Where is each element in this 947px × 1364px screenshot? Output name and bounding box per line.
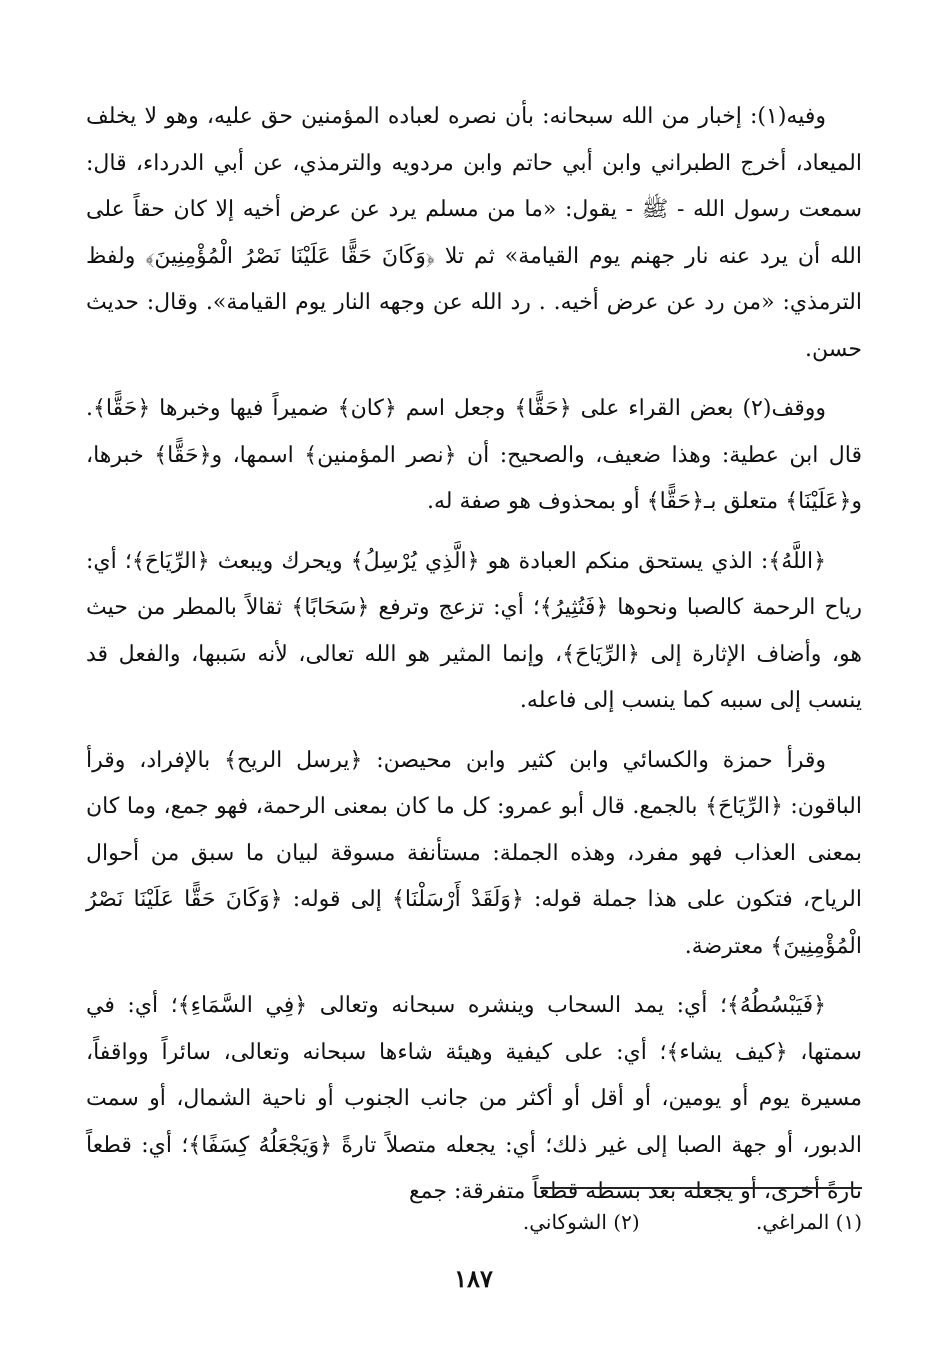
paragraph: ﴿اللَّهُ﴾: الذي يستحق منكم العبادة هو ﴿الَّذِي يُرْسِلُ﴾ ويحرك ويبعث ﴿الرِّيَاحَ﴾؛ أي: رياح الرحمة كالصبا ونحوها ﴿فَتُثِيرُ﴾؛ أي: تزعج وترفع ﴿سَحَابًا﴾ ثقالاً بالمطر من حيث هو، وأضاف الإثارة إلى ﴿الرِّيَاحَ﴾، وإنما المثير هو الله تعالى، لأنه سَببها، والفعل قد ينسب إلى سببه كما ينسب إلى فاعله.	[86, 548, 862, 713]
page-number: ١٨٧	[454, 1264, 493, 1293]
paragraph: وقرأ حمزة والكسائي وابن كثير وابن محيصن: ﴿يرسل الريح﴾ بالإفراد، وقرأ الباقون: ﴿الرِّيَاحَ﴾ بالجمع. قال أبو عمرو: كل ما كان بمعنى الرحمة، فهو جمع، وما كان بمعنى العذاب فهو مفرد، وهذه الجملة: مستأنفة مسوقة لبيان ما سبق من أحوال الرياح، فتكون على هذا جملة قوله: ﴿وَلَقَدْ أَرْسَلْنَا﴾ إلى قوله: ﴿وَكَانَ حَقًّا عَلَيْنَا نَصْرُ الْمُؤْمِنِينَ﴾ معترضة.	[86, 747, 862, 959]
footnote-1: (١) المراغي.	[755, 1210, 862, 1234]
paragraph: ووقف(٢) بعض القراء على ﴿حَقًّا﴾ وجعل اسم ﴿كان﴾ ضميراً فيها وخبرها ﴿حَقًّا﴾. قال ابن عطية: وهذا ضعيف، والصحيح: أن ﴿نصر المؤمنين﴾ اسمها، و﴿حَقًّا﴾ خبرها، و﴿عَلَيْنَا﴾ متعلق بـ﴿حَقًّا﴾ أو بمحذوف هو صفة له.	[86, 396, 862, 514]
footnote-2: (٢) الشوكاني.	[522, 1210, 640, 1234]
paragraph: وفيه(١): إخبار من الله سبحانه: بأن نصره لعباده المؤمنين حق عليه، وهو لا يخلف الميعاد، أخرج الطبراني وابن أبي حاتم وابن مردويه والترمذي، عن أبي الدرداء، قال: سمعت رسول الله - ﷺ - يقول: «ما من مسلم يرد عن عرض أخيه إلا كان حقاً على الله أن يرد عنه نار جهنم يوم القيامة» ثم تلا ﴿وَكَانَ حَقًّا عَلَيْنَا نَصْرُ الْمُؤْمِنِينَ﴾ ولفظ الترمذي: «من رد عن عرض أخيه. . رد الله عن وجهه النار يوم القيامة». وقال: حديث حسن.	[86, 104, 862, 362]
footnote-separator	[540, 1187, 862, 1189]
paragraph: ﴿فَيَبْسُطُهُ﴾؛ أي: يمد السحاب وينشره سبحانه وتعالى ﴿فِي السَّمَاءِ﴾؛ أي: في سمتها، ﴿كيف يشاء﴾؛ أي: على كيفية وهيئة شاءها سبحانه وتعالى، سائراً وواقفاً، مسيرة يوم أو يومين، أو أقل أو أكثر من جانب الجنوب أو ناحية الشمال، أو سمت الدبور، أو جهة الصبا إلى غير ذلك؛ أي: يجعله متصلاً تارةً ﴿وَيَجْعَلُهُ كِسَفًا﴾؛ أي: قطعاً تارةً أخرى، أو يجعله بعد بسطه قطعاً متفرقة: جمع	[86, 993, 862, 1204]
body-text	[86, 94, 862, 1216]
footnotes	[86, 1207, 862, 1237]
